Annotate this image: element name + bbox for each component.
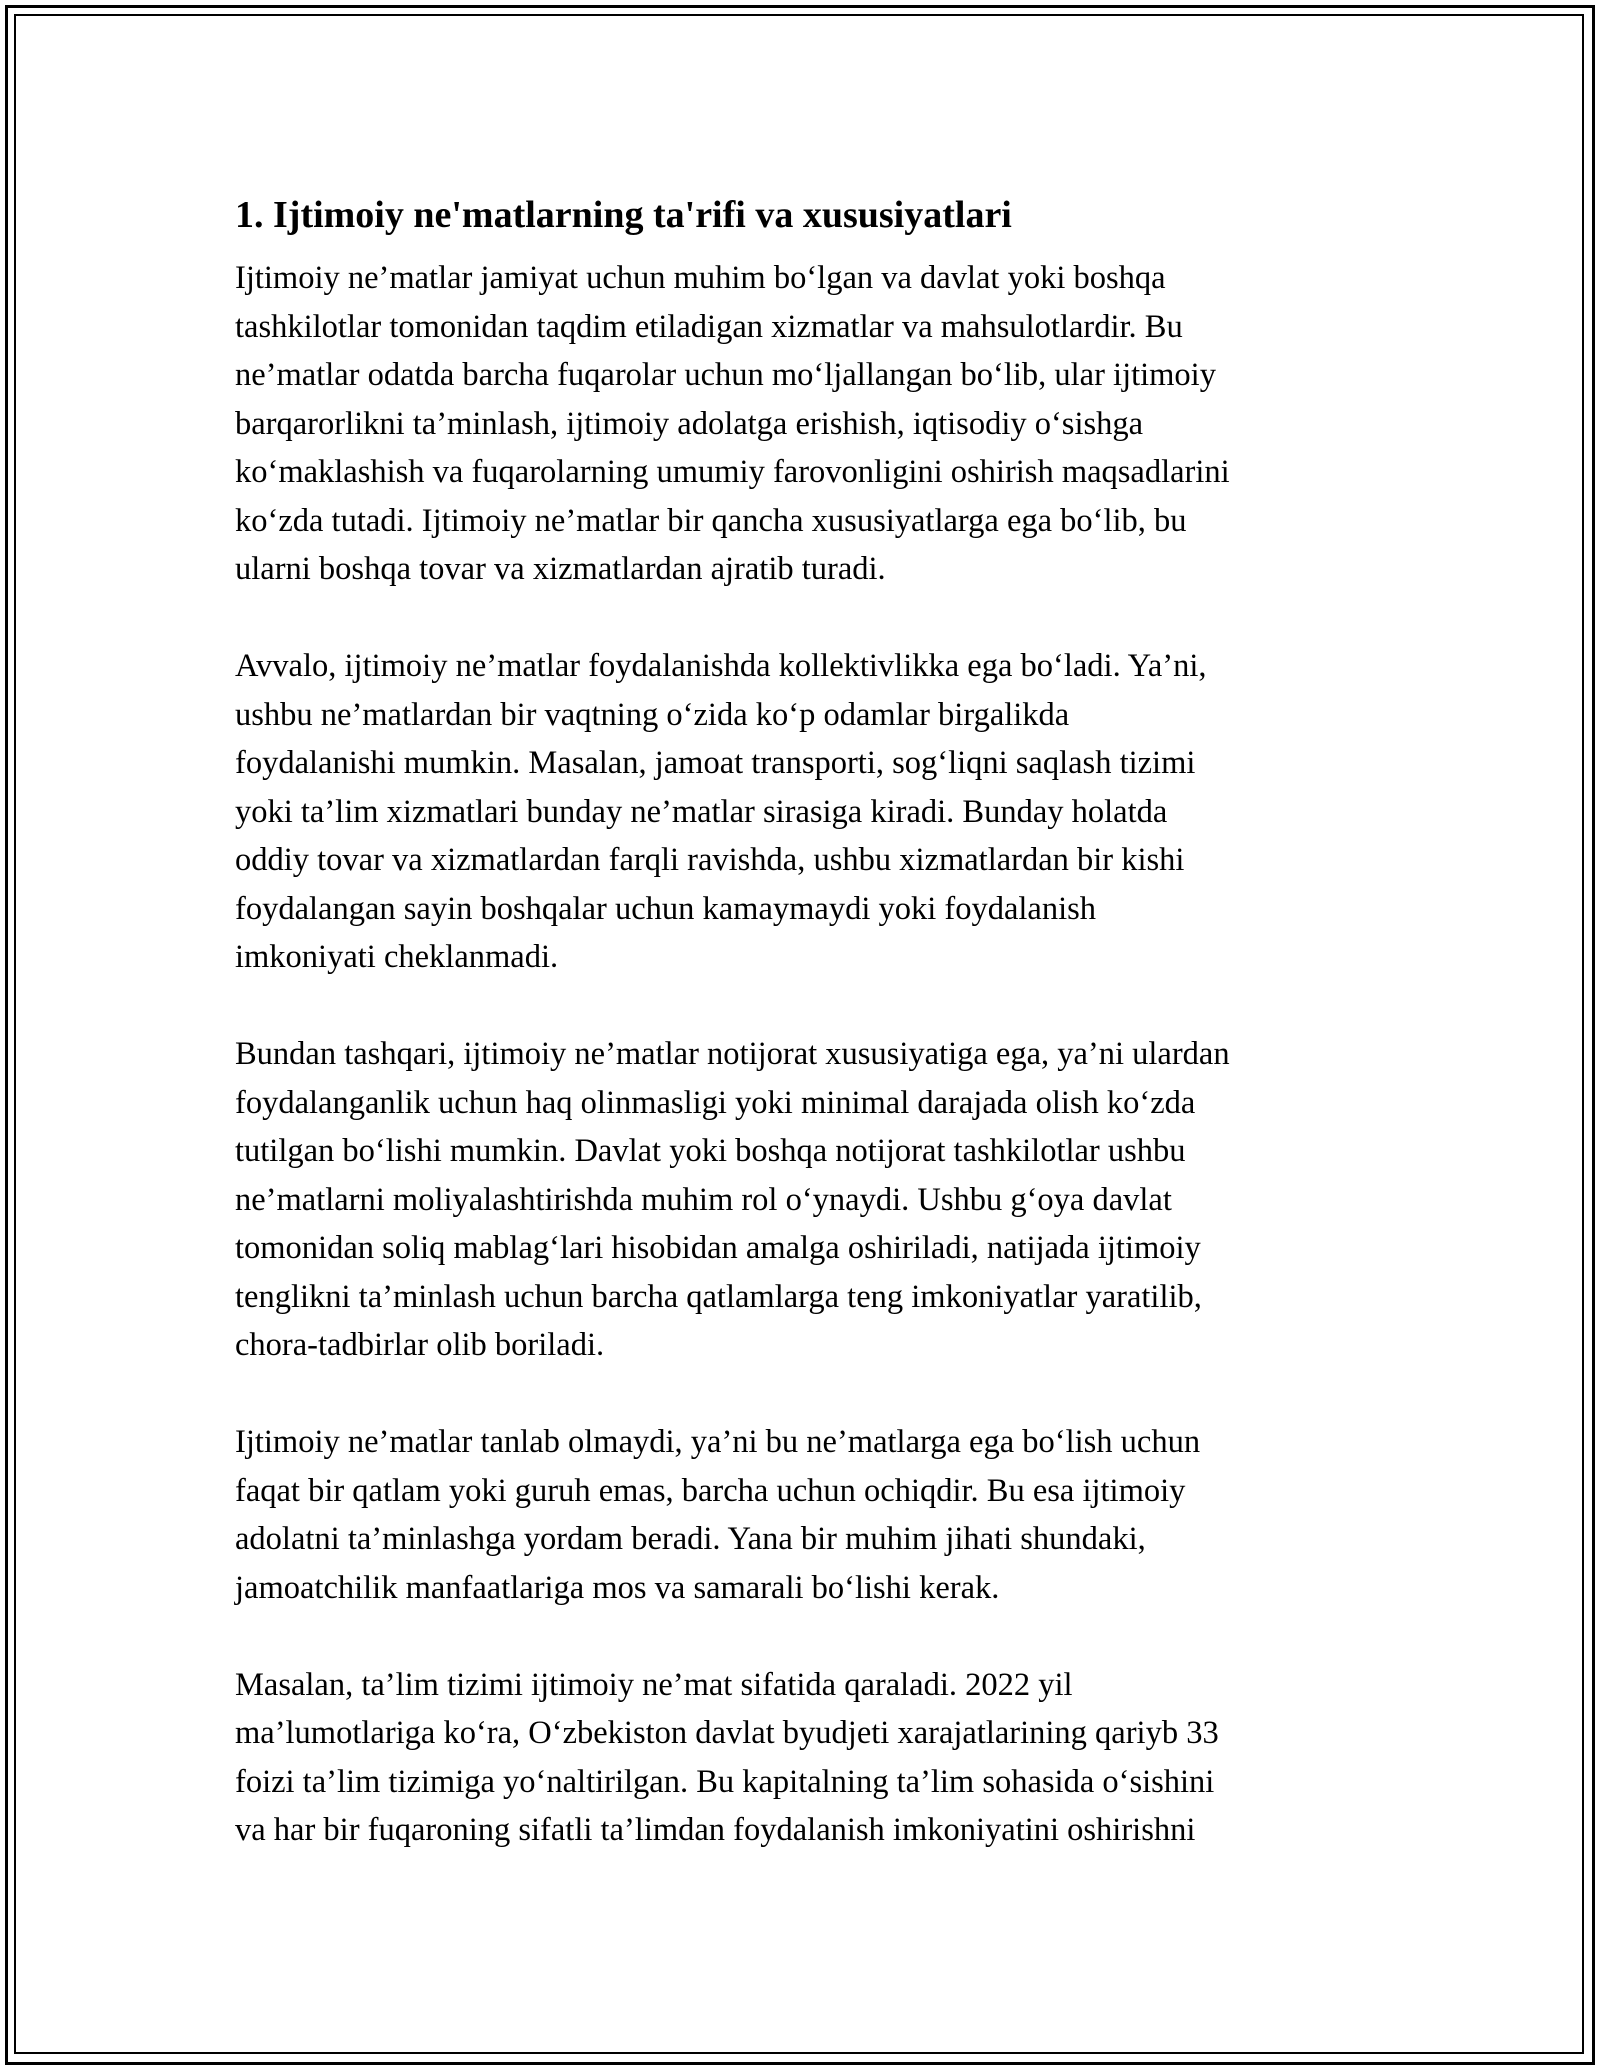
paragraph-definition [235,254,1365,594]
text-line: jamoatchilik manfaatlariga mos va samarali bo‘lishi kerak. [235,1569,1000,1606]
text-line: ularni boshqa tovar va xizmatlardan ajratib turadi. [235,551,886,587]
text-line: foizi ta’lim tizimiga yo‘naltirilgan. Bu kapitalning ta’lim sohasida o‘sishini [235,1763,1215,1800]
text-line: Ijtimoiy ne’matlar tanlab olmaydi, ya’ni bu ne’matlarga ega bo‘lish uchun [235,1424,1201,1460]
text-line: ushbu ne’matlardan bir vaqtning o‘zida ko‘p odamlar birgalikda [235,696,1070,733]
text-line: tutilgan bo‘lishi mumkin. Davlat yoki boshqa notijorat tashkilotlar ushbu [235,1133,1186,1169]
text-line: va har bir fuqaroning sifatli ta’limdan foydalanish imkoniyatini oshirishni [235,1812,1196,1848]
text-line: Ijtimoiy ne’matlar jamiyat uchun muhim bo‘lgan va davlat yoki boshqa [235,260,1166,296]
paragraph-collectivity [235,642,1365,982]
text-line: ne’matlarni moliyalashtirishda muhim rol o‘ynaydi. Ushbu g‘oya davlat [235,1181,1172,1218]
text-line: barqarorlikni ta’minlash, ijtimoiy adolatga erishish, iqtisodiy o‘sishga [235,405,1144,442]
section-title: 1. Ijtimoiy ne'matlarning ta'rifi va xususiyatlari [235,194,1012,236]
text-line: tashkilotlar tomonidan taqdim etiladigan xizmatlar va mahsulotlardir. Bu [235,308,1183,345]
text-line: Masalan, ta’lim tizimi ijtimoiy ne’mat sifatida qaraladi. 2022 yil [235,1666,1073,1703]
text-line: chora-tadbirlar olib boriladi. [235,1327,605,1363]
paragraph-example-education [235,1661,1365,1855]
text-line: ne’matlar odatda barcha fuqarolar uchun mo‘ljallangan bo‘lib, ular ijtimoiy [235,357,1216,393]
text-line: ma’lumotlariga ko‘ra, O‘zbekiston davlat byudjeti xarajatlarining qariyb 33 [235,1715,1219,1751]
text-line: foydalanishi mumkin. Masalan, jamoat transporti, sog‘liqni saqlash tizimi [235,745,1196,781]
text-line: imkoniyati cheklanmadi. [235,939,559,975]
text-line: Bundan tashqari, ijtimoiy ne’matlar notijorat xususiyatiga ega, ya’ni ulardan [235,1036,1230,1072]
text-line: ko‘zda tutadi. Ijtimoiy ne’matlar bir qancha xususiyatlarga ega bo‘lib, bu [235,502,1187,539]
text-line: faqat bir qatlam yoki guruh emas, barcha uchun ochiqdir. Bu esa ijtimoiy [235,1472,1186,1509]
text-line: yoki ta’lim xizmatlari bunday ne’matlar sirasiga kiradi. Bunday holatda [235,793,1168,830]
text-line: ko‘maklashish va fuqarolarning umumiy farovonligini oshirish maqsadlarini [235,454,1230,490]
text-line: tomonidan soliq mablag‘lari hisobidan amalga oshiriladi, natijada ijtimoiy [235,1230,1201,1266]
paragraph-nonselective [235,1418,1365,1612]
text-line: Avvalo, ijtimoiy ne’matlar foydalanishda kollektivlikka ega bo‘ladi. Ya’ni, [235,648,1207,684]
text-line: foydalanganlik uchun haq olinmasligi yoki minimal darajada olish ko‘zda [235,1084,1196,1121]
text-line: oddiy tovar va xizmatlardan farqli ravishda, ushbu xizmatlardan bir kishi [235,842,1185,878]
text-line: tenglikni ta’minlash uchun barcha qatlamlarga teng imkoniyatlar yaratilib, [235,1278,1202,1315]
document-body [235,186,1365,1903]
text-line: foydalangan sayin boshqalar uchun kamaymaydi yoki foydalanish [235,890,1097,927]
text-line: adolatni ta’minlashga yordam beradi. Yana bir muhim jihati shundaki, [235,1521,1146,1557]
paragraph-noncommercial [235,1030,1365,1370]
